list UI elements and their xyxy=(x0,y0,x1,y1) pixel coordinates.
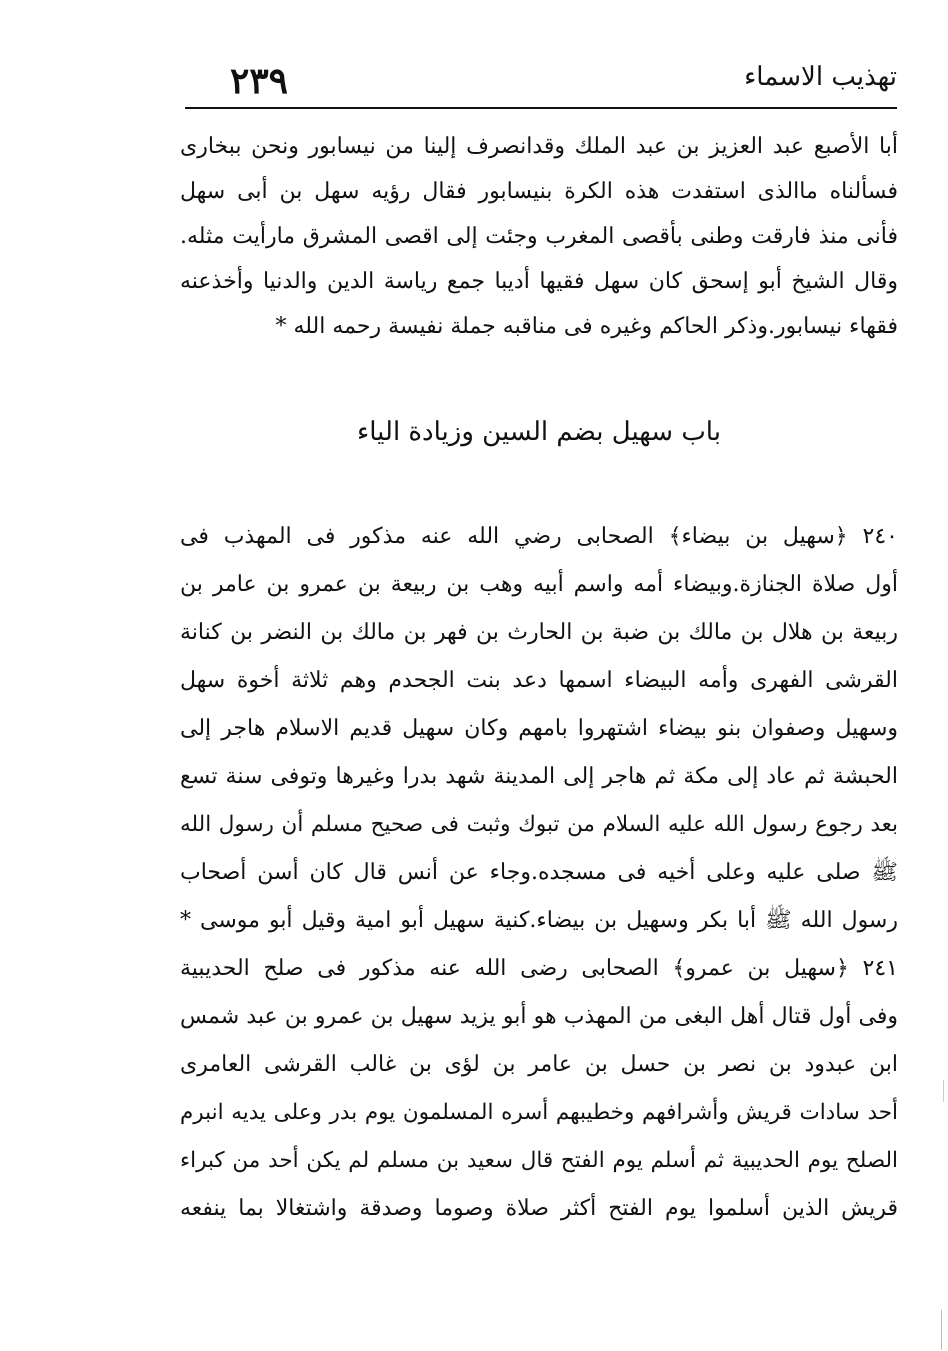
header-rule xyxy=(185,107,897,109)
text-line: ﷺ صلى عليه وعلى أخيه فى مسجده.وجاء عن أنس قال كان أسن أصحاب xyxy=(180,860,898,885)
text-line: الحبشة ثم عاد إلى مكة ثم هاجر إلى المدينة شهد بدرا وغيرها وتوفى سنة تسع xyxy=(180,764,898,789)
running-title: تهذيب الاسماء xyxy=(744,62,897,92)
text-line: فسألناه ماالذى استفدت هذه الكرة بنيسابور فقال رؤيه سهل بن أبى سهل xyxy=(180,179,898,204)
main-text-block xyxy=(180,513,898,1233)
text-line: أحد سادات قريش وأشرافهم وخطيبهم أسره المسلمون يوم بدر وعلى يديه انبرم xyxy=(180,1100,898,1125)
text-line: فقهاء نيسابور.وذكر الحاكم وغيره فى مناقبه جملة نفيسة رحمه الله * xyxy=(275,314,898,339)
text-line: فأنى منذ فارقت وطنى بأقصى المغرب وجئت إلى اقصى المشرق مارأيت مثله. xyxy=(180,224,898,249)
text-line: أول صلاة الجنازة.وبيضاء أمه واسم أبيه وهب بن ربيعة بن عمرو بن عامر بن xyxy=(180,572,898,597)
text-line: ابن عبدود بن نصر بن حسل بن عامر بن لؤى بن غالب القرشى العامرى xyxy=(180,1052,898,1077)
text-line: الصلح يوم الحديبية ثم أسلم يوم الفتح قال سعيد بن مسلم لم يكن أحد من كبراء xyxy=(180,1148,898,1173)
section-heading: باب سهيل بضم السين وزيادة الياء xyxy=(357,417,721,447)
text-line: رسول الله ﷺ أبا بكر وسهيل بن بيضاء.كنية سهيل أبو امية وقيل أبو موسى * xyxy=(180,908,898,933)
text-line: أبا الأصبع عبد العزيز بن عبد الملك وقدانصرف إلينا من نيسابور ونحن ببخارى xyxy=(180,134,898,159)
scan-edge-mark xyxy=(943,1080,944,1102)
entry-240-line: ٢٤٠ ﴿سهيل بن بيضاء﴾ الصحابى رضي الله عنه مذكور فى المهذب فى xyxy=(180,524,898,549)
text-line: القرشى الفهرى وأمه البيضاء اسمها دعد بنت الجحدم وهم ثلاثة أخوة سهل xyxy=(180,668,898,693)
top-text-block xyxy=(180,124,898,349)
page-header xyxy=(185,52,897,102)
page-number: ٢٣٩ xyxy=(230,60,289,102)
text-line: وفى أول قتال أهل البغى من المهذب هو أبو يزيد سهيل بن عمرو بن عبد شمس xyxy=(180,1004,898,1029)
text-line: بعد رجوع رسول الله عليه السلام من تبوك وثبت فى صحيح مسلم أن رسول الله xyxy=(180,812,898,837)
text-line: وقال الشيخ أبو إسحق كان سهل فقيها أديبا جمع رياسة الدين والدنيا وأخذعنه xyxy=(180,269,898,294)
scan-edge-mark xyxy=(941,1310,942,1350)
text-line: ربيعة بن هلال بن مالك بن ضبة بن الحارث بن فهر بن مالك بن النضر بن كنانة xyxy=(180,620,898,645)
text-line: قريش الذين أسلموا يوم الفتح أكثر صلاة وصوما وصدقة واشتغالا بما ينفعه xyxy=(180,1196,898,1221)
entry-241-line: ٢٤١ ﴿سهيل بن عمرو﴾ الصحابى رضى الله عنه مذكور فى صلح الحديبية xyxy=(180,956,898,981)
text-line: وسهيل وصفوان بنو بيضاء اشتهروا بامهم وكان سهيل قديم الاسلام هاجر إلى xyxy=(180,716,898,741)
